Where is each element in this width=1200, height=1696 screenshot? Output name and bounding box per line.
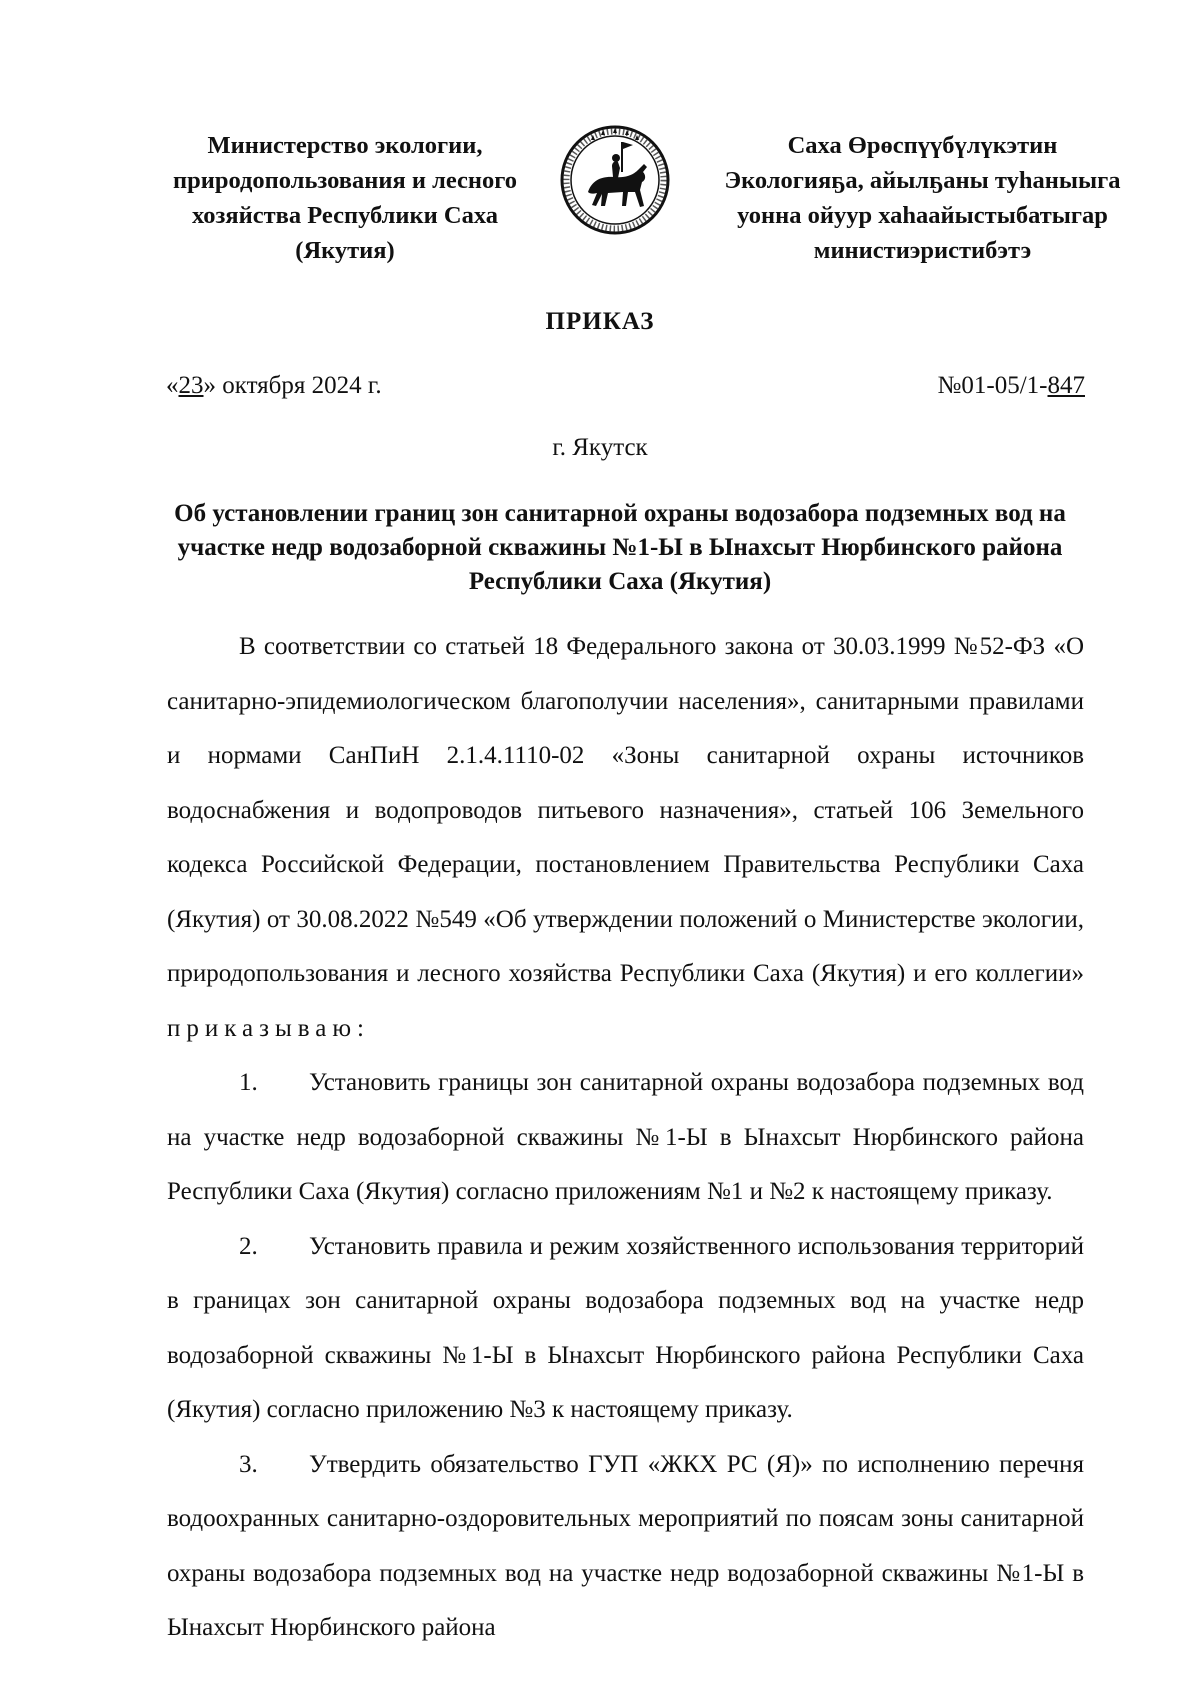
ministry-name-line: Саха Өрөспүүбүлүкэтин: [787, 132, 1058, 159]
date-quote-open: «: [166, 372, 179, 399]
order-item-text: Утвердить обязательство ГУП «ЖКХ РС (Я)» по исполнению перечня водоохранных санитарно-оздоровительных мероприятий по поясам зоны санитарной охраны водозабора подземных вод на участке недр водозаборной скважины №1-Ы в Ынахсыт Нюрбинского района: [167, 1450, 1084, 1641]
order-date: [166, 372, 382, 400]
order-word: приказываю:: [167, 1014, 370, 1042]
city: г. Якутск: [552, 434, 648, 461]
letterhead: [0, 118, 1200, 268]
order-subject: Об установлении границ зон санитарной охраны водозабора подземных вод на участке недр водозаборной скважины №1-Ы в Ынахсыт Нюрбинского района Республики Саха (Якутия): [174, 500, 1066, 595]
ministry-name-line: министиэристибэтэ: [813, 237, 1032, 264]
ministry-name-line: (Якутия): [295, 237, 395, 264]
order-item-number: 1.: [239, 1069, 258, 1096]
order-number-prefix: №01-05/1-: [937, 372, 1048, 399]
order-item-number: 2.: [239, 1232, 258, 1260]
date-day: 23: [178, 372, 204, 399]
ministry-name-line: Экологияҕа, айылҕаны туһаныыга: [724, 167, 1121, 194]
ministry-name-russian: [150, 128, 540, 268]
order-item: [167, 1056, 1084, 1220]
preamble-paragraph: [167, 620, 1084, 1056]
order-item: [167, 1438, 1084, 1656]
order-body: [167, 620, 1084, 1656]
date-month-year: » октября 2024 г.: [203, 372, 382, 399]
order-item-number: 3.: [239, 1450, 258, 1478]
order-number-suffix: 847: [1047, 372, 1085, 399]
ministry-name-line: природопользования и лесного: [172, 167, 518, 194]
order-item-text: Установить правила и режим хозяйственного использования территорий в границах зон санитарной охраны водозабора подземных вод на участке недр водозаборной скважины №1-Ы в Ынахсыт Нюрбинского района Республики Саха (Якутия) согласно приложению №3 к настоящему приказу.: [167, 1232, 1084, 1423]
document-title: ПРИКАЗ: [545, 308, 655, 335]
republic-emblem-icon: [558, 120, 673, 240]
ministry-name-line: Министерство экологии,: [207, 132, 483, 159]
preamble-text: В соответствии со статьей 18 Федерального закона от 30.03.1999 №52-ФЗ «О санитарно-эпидемиологическом благополучии населения», санитарными правилами и нормами СанПиН 2.1.4.1110-02 «Зоны санитарной охраны источников водоснабжения и водопроводов питьевого назначения», статьей 106 Земельного кодекса Российской Федерации, постановлением Правительства Республики Саха (Якутия) от 30.08.2022 №549 «Об утверждении положений о Министерстве экологии, природопользования и лесного хозяйства Республики Саха (Якутия) и его коллегии»: [167, 633, 1084, 987]
ministry-name-sakha: [700, 128, 1145, 268]
order-number: [938, 372, 1085, 400]
order-item-text: Установить границы зон санитарной охраны водозабора подземных вод на участке недр водозаборной скважины №1-Ы в Ынахсыт Нюрбинского района Республики Саха (Якутия) согласно приложениям №1 и №2 к настоящему приказу.: [167, 1069, 1084, 1205]
ministry-name-line: хозяйства Республики Саха: [191, 202, 498, 229]
order-item: [167, 1220, 1084, 1438]
ministry-name-line: уонна ойуур хаһаайыстыбатыгар: [737, 202, 1108, 229]
